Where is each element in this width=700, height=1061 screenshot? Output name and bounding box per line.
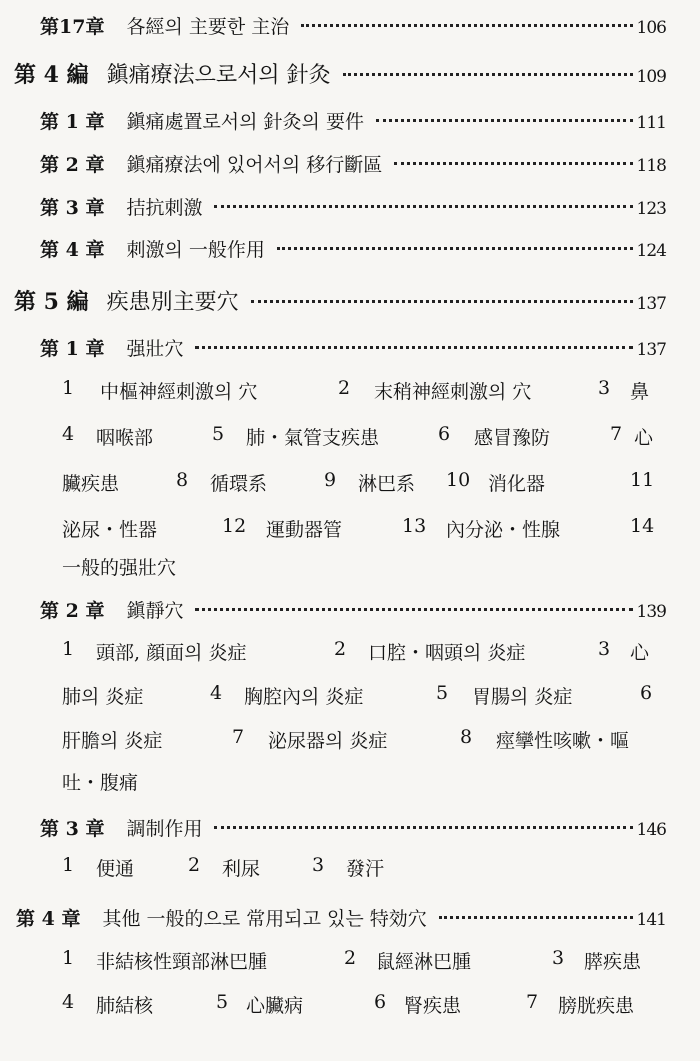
subitem-text: 咽喉部 [96, 427, 154, 449]
subitem-text: 心 [634, 427, 654, 449]
dot-leader [301, 24, 632, 27]
subitem-text: 運動器管 [266, 519, 343, 541]
subitem-number: 2 [188, 854, 201, 876]
entry-page: 139 [636, 602, 666, 622]
subitem-text: 臟疾患 [62, 473, 120, 495]
entry-page: 141 [636, 910, 666, 930]
dot-leader [343, 73, 633, 76]
dot-leader [251, 300, 633, 303]
subitem-number: 6 [438, 423, 451, 445]
part-number: 第 4 編 [14, 62, 89, 88]
subitem-text: 頭部, 顔面의 炎症 [96, 642, 247, 664]
subitem-text: 膀胱疾患 [558, 995, 635, 1017]
entry-page: 111 [636, 113, 666, 133]
dot-leader [439, 916, 633, 919]
subitem-text: 中樞神經刺激의 穴 [100, 381, 258, 403]
entry-title: 鎭痛療法에 있어서의 移行斷區 [126, 154, 383, 176]
subitem-number: 4 [210, 682, 223, 704]
dot-leader [214, 205, 632, 208]
subitem-number: 13 [402, 515, 427, 537]
subitem-number: 5 [212, 423, 225, 445]
entry-title: 强壯穴 [126, 338, 184, 360]
subitem-text: 膵疾患 [584, 951, 642, 973]
subitem-number: 6 [640, 682, 653, 704]
entry-page: 109 [636, 67, 666, 87]
subitem-number: 2 [334, 638, 347, 660]
entry-page: 118 [636, 156, 666, 176]
subitem-text: 肺結核 [96, 995, 154, 1017]
subitem-number: 1 [62, 377, 75, 399]
dot-leader [376, 119, 633, 122]
subitem-text: 利尿 [222, 858, 261, 880]
subitem-text: 末稍神經刺激의 穴 [374, 381, 532, 403]
entry-title: 刺激의 一般作用 [126, 239, 265, 261]
subitem-number: 7 [610, 423, 623, 445]
entry-page: 106 [636, 18, 666, 38]
subitem-text: 泌尿器의 炎症 [268, 730, 388, 752]
toc-part [14, 285, 666, 316]
entry-title: 調制作用 [126, 818, 203, 840]
toc-entry [40, 814, 666, 841]
entry-number: 第 4 章 [40, 239, 105, 261]
subitem-number: 1 [62, 947, 75, 969]
subitem-text: 胸腔內의 炎症 [244, 686, 364, 708]
dot-leader [214, 826, 632, 829]
part-number: 第 5 編 [14, 289, 89, 315]
subitem-text: 發汗 [346, 858, 385, 880]
subitem-text: 鼠經淋巴腫 [376, 951, 472, 973]
subitem-number: 1 [62, 638, 75, 660]
entry-number: 第17章 [40, 16, 105, 38]
toc-entry [40, 235, 666, 262]
subitem-number: 4 [62, 991, 75, 1013]
subitem-number: 11 [630, 469, 655, 491]
entry-page: 137 [636, 340, 666, 360]
toc-entry [40, 334, 666, 361]
toc-entry [40, 193, 666, 220]
toc-entry [40, 150, 666, 177]
subitem-text: 口腔・咽頭의 炎症 [368, 642, 526, 664]
subitem-text: 腎疾患 [404, 995, 462, 1017]
entry-number: 第 3 章 [40, 818, 105, 840]
entry-number: 第 4 章 [16, 908, 81, 930]
dot-leader [195, 346, 632, 349]
subitem-number: 6 [374, 991, 387, 1013]
subitem-text: 一般的强壯穴 [62, 557, 177, 579]
subitem-text: 便通 [96, 858, 135, 880]
entry-number: 第 3 章 [40, 197, 105, 219]
subitem-text: 感冒豫防 [474, 427, 551, 449]
toc-entry [40, 107, 666, 134]
subitem-text: 肺・氣管支疾患 [246, 427, 380, 449]
subitem-number: 9 [324, 469, 337, 491]
subitem-text: 痙攣性咳嗽・嘔 [496, 730, 630, 752]
subitem-text: 肺의 炎症 [62, 686, 144, 708]
entry-number: 第 2 章 [40, 154, 105, 176]
subitem-number: 4 [62, 423, 75, 445]
toc-entry [40, 596, 666, 623]
subitem-number: 8 [460, 726, 473, 748]
toc-part [14, 58, 666, 89]
part-title: 疾患別主要穴 [106, 290, 239, 315]
subitem-number: 3 [598, 377, 611, 399]
part-title: 鎭痛療法으로서의 針灸 [106, 63, 331, 88]
subitem-number: 2 [344, 947, 357, 969]
entry-number: 第 1 章 [40, 111, 105, 133]
entry-number: 第 1 章 [40, 338, 105, 360]
entry-page: 146 [636, 820, 666, 840]
dot-leader [277, 247, 633, 250]
entry-title: 鎭靜穴 [126, 600, 184, 622]
subitem-text: 鼻 [630, 381, 650, 403]
subitem-text: 心 [630, 642, 650, 664]
subitem-number: 7 [526, 991, 539, 1013]
entry-title: 拮抗刺激 [126, 197, 203, 219]
entry-page: 137 [636, 294, 666, 314]
entry-page: 123 [636, 199, 666, 219]
dot-leader [394, 162, 632, 165]
subitem-text: 心臟病 [246, 995, 304, 1017]
subitem-text: 泌尿・性器 [62, 519, 158, 541]
dot-leader [195, 608, 632, 611]
subitem-number: 12 [222, 515, 247, 537]
entry-page: 124 [636, 241, 666, 261]
subitem-text: 吐・腹痛 [62, 772, 139, 794]
subitem-number: 1 [62, 854, 75, 876]
subitem-text: 淋巴系 [358, 473, 416, 495]
subitem-text: 胃腸의 炎症 [472, 686, 573, 708]
subitem-number: 8 [176, 469, 189, 491]
subitem-text: 非結核性頸部淋巴腫 [96, 951, 268, 973]
subitem-number: 7 [232, 726, 245, 748]
subitem-text: 循環系 [210, 473, 268, 495]
entry-title: 鎭痛處置로서의 針灸의 要件 [126, 111, 364, 133]
subitem-number: 3 [312, 854, 325, 876]
subitem-number: 10 [446, 469, 471, 491]
entry-title: 其他 一般的으로 常用되고 있는 特効穴 [102, 908, 427, 930]
entry-title: 各經의 主要한 主治 [126, 16, 290, 38]
subitem-number: 3 [598, 638, 611, 660]
subitem-number: 2 [338, 377, 351, 399]
subitem-number: 3 [552, 947, 565, 969]
subitem-number: 5 [216, 991, 229, 1013]
subitem-number: 5 [436, 682, 449, 704]
subitem-text: 消化器 [488, 473, 546, 495]
subitem-text: 肝膽의 炎症 [62, 730, 163, 752]
subitem-number: 14 [630, 515, 655, 537]
entry-number: 第 2 章 [40, 600, 105, 622]
toc-entry [40, 12, 666, 39]
subitem-text: 內分泌・性腺 [446, 519, 561, 541]
toc-entry [16, 904, 666, 931]
